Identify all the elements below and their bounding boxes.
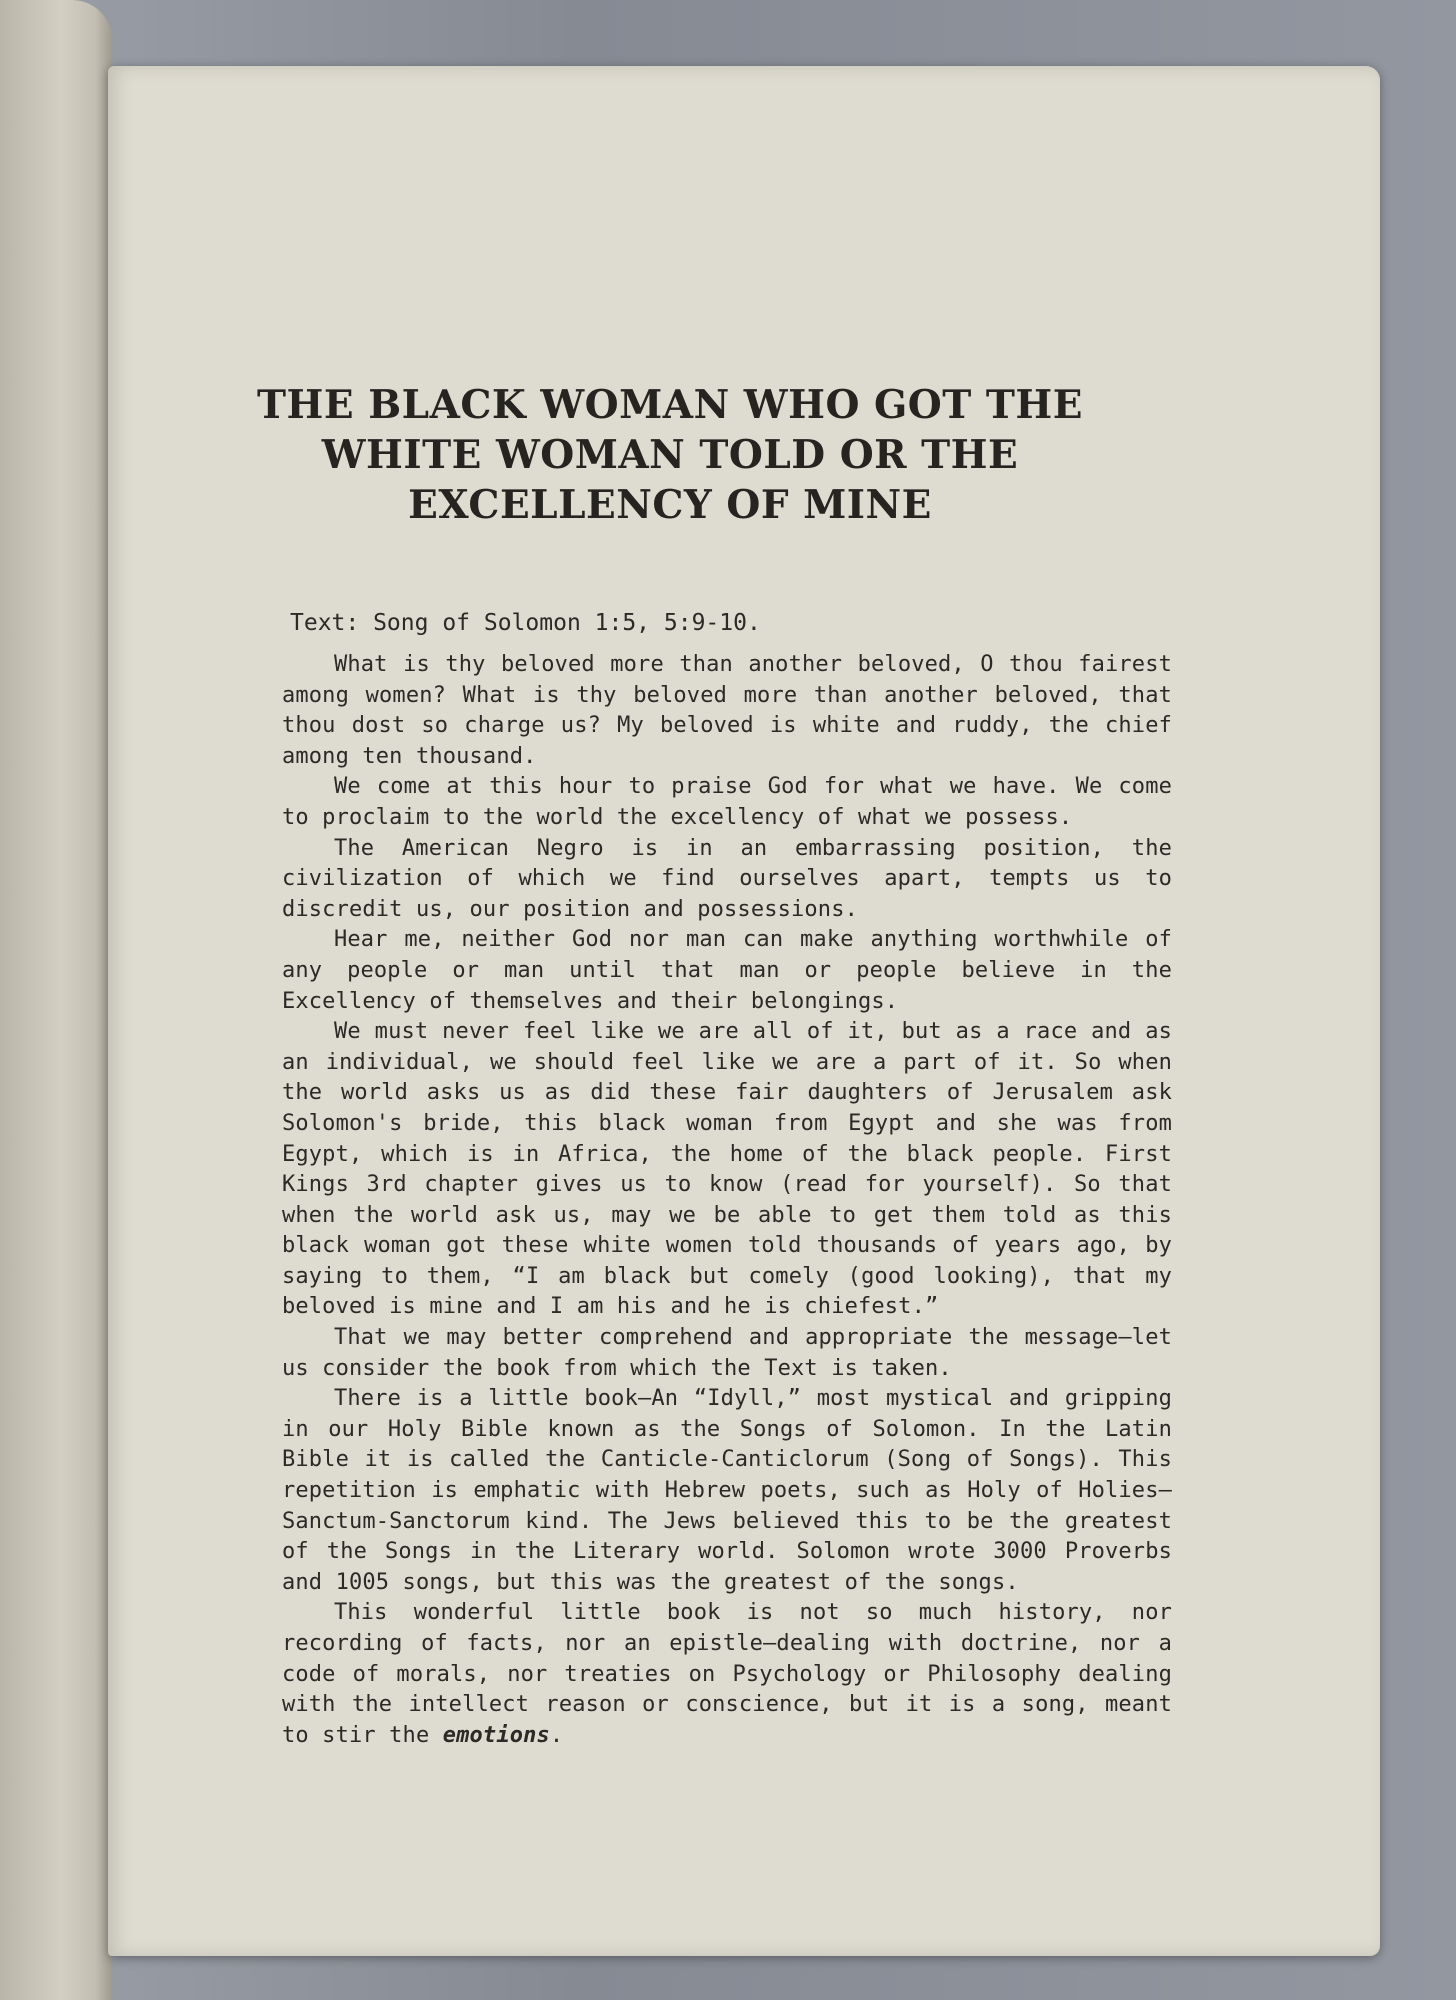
paragraph: That we may better comprehend and appropriate the message—let us consider the book from which the Text is taken. <box>282 1325 1172 1381</box>
paragraph-last-text: This wonderful little book is not so much history, nor recording of facts, nor an epistle—dealing with doctrine, nor a code of morals, nor treaties on Psychology or Philosophy dealing with the intellect reason or conscience, but it is a song, meant to stir the <box>282 1600 1172 1748</box>
title-line: WHITE WOMAN TOLD OR THE <box>321 432 1019 478</box>
paragraph: There is a little book—An “Idyll,” most mystical and gripping in our Holy Bible known as the Songs of Solomon. In the Latin Bible it is called the Canticle-Canticlorum (Song of Songs). This repetition is emphatic with Hebrew poets, such as Holy of Holies—Sanctum-Sanctorum kind. The Jews believed this to be the greatest of the Songs in the Literary world. Solomon wrote 3000 Proverbs and 1005 songs, but this was the greatest of the songs. <box>282 1386 1172 1595</box>
emphasis-word: emotions <box>442 1722 550 1748</box>
body-text <box>282 650 1172 1751</box>
title-line: THE BLACK WOMAN WHO GOT THE <box>257 382 1083 428</box>
paragraph: The American Negro is in an embarrassing position, the civilization of which we find ourselves apart, tempts us to discredit us, our position and possessions. <box>282 835 1172 922</box>
paragraph-last-end: . <box>549 1722 564 1748</box>
title-line: EXCELLENCY OF MINE <box>408 482 932 528</box>
page-title <box>120 380 1220 530</box>
facing-page-edge <box>0 0 112 2000</box>
paragraph: We come at this hour to praise God for what we have. We come to proclaim to the world the excellency of what we possess. <box>282 774 1172 830</box>
paragraph: What is thy beloved more than another beloved, O thou fairest among women? What is thy beloved more than another beloved, that thou dost so charge us? My beloved is white and ruddy, the chief among ten thousand. <box>282 652 1172 769</box>
paragraph-last <box>282 1598 1172 1751</box>
paragraph: Hear me, neither God nor man can make anything worthwhile of any people or man until that man or people believe in the Excellency of themselves and their belongings. <box>282 927 1172 1014</box>
paragraph: We must never feel like we are all of it, but as a race and as an individual, we should feel like we are a part of it. So when the world asks us as did these fair daughters of Jerusalem ask Solomon's bride, this black woman from Egypt and she was from Egypt, which is in Africa, the home of the black people. First Kings 3rd chapter gives us to know (read for yourself). So that when the world ask us, may we be able to get them told as this black woman got these white women told thousands of years ago, by saying to them, “I am black but comely (good looking), that my beloved is mine and I am his and he is chiefest.” <box>282 1019 1172 1320</box>
scripture-reference: Text: Song of Solomon 1:5, 5:9-10. <box>290 610 761 636</box>
